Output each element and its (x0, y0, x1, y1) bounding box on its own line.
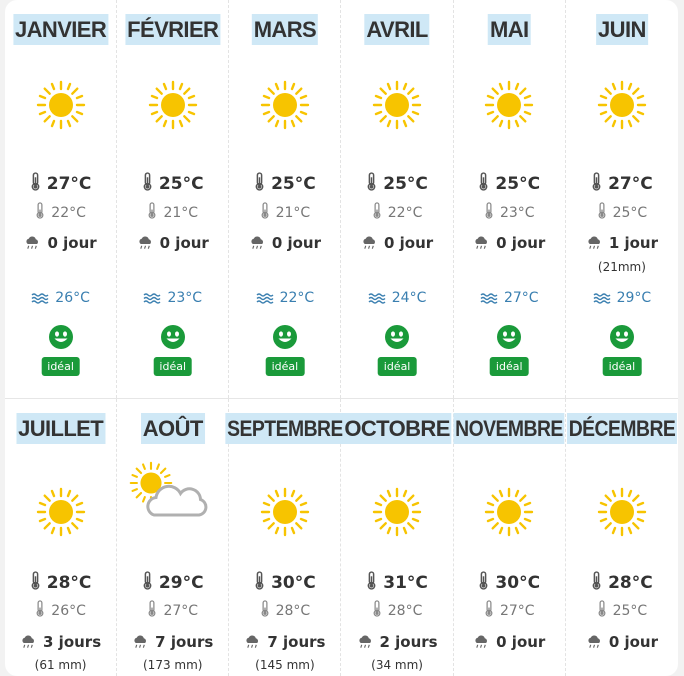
rating-smiley (272, 324, 298, 350)
rain-days (341, 234, 452, 252)
month-label: SEPTEMBRE (225, 413, 344, 444)
rating-smiley (48, 324, 74, 350)
sun-icon (36, 487, 86, 537)
month-cell (454, 399, 566, 676)
smiley-icon (48, 324, 74, 350)
rain-cloud-icon (473, 236, 490, 250)
rating-smiley (496, 324, 522, 350)
weather-icon (260, 80, 310, 130)
max-temperature (341, 571, 452, 593)
sea-temp-value: 22°C (279, 290, 315, 306)
rating-badge: idéal (603, 357, 642, 376)
rating-smiley (160, 324, 186, 350)
thermometer-icon (147, 600, 157, 617)
rain-days-value: 7 jours (155, 633, 214, 651)
min-temp-value: 22°C (51, 205, 86, 221)
rain-days (5, 633, 116, 651)
month-cell (117, 0, 229, 398)
weather-icon (484, 80, 534, 130)
month-cell (454, 0, 566, 398)
month-cell (5, 399, 117, 676)
month-label: AVRIL (364, 14, 429, 45)
max-temperature (117, 571, 228, 593)
min-temp-value: 22°C (387, 205, 423, 221)
rain-cloud-icon (586, 635, 603, 649)
rain-days-value: 0 jour (159, 234, 209, 252)
months-row-1 (5, 0, 678, 399)
rain-amount: (21mm) (597, 260, 646, 274)
thermometer-icon (372, 202, 382, 219)
month-cell (341, 0, 453, 398)
weather-icon (372, 80, 422, 130)
rain-amount: (34 mm) (371, 658, 423, 672)
rating-smiley (384, 324, 410, 350)
rating-badge: idéal (153, 357, 192, 376)
sun-icon (372, 80, 422, 130)
min-temp-value: 28°C (275, 603, 311, 619)
thermometer-icon (35, 600, 45, 617)
max-temperature (454, 571, 565, 593)
rain-days (454, 234, 565, 252)
waves-icon (368, 292, 386, 304)
max-temp-value: 28°C (46, 573, 92, 593)
thermometer-icon (142, 172, 153, 191)
thermometer-icon (591, 172, 602, 191)
month-label: OCTOBRE (342, 413, 451, 444)
waves-icon (143, 292, 161, 304)
rain-cloud-icon (137, 236, 154, 250)
rain-cloud-icon (132, 635, 149, 649)
min-temp-value: 25°C (612, 603, 648, 619)
min-temperature (566, 202, 678, 221)
rain-days (341, 633, 452, 651)
sea-temp-value: 23°C (167, 290, 203, 306)
weather-icon (597, 80, 647, 130)
min-temperature (229, 600, 340, 619)
max-temperature (454, 172, 565, 194)
month-label: FÉVRIER (125, 14, 220, 45)
sun-icon (148, 80, 198, 130)
rating-smiley (609, 324, 635, 350)
max-temperature (5, 172, 116, 194)
min-temperature (341, 600, 452, 619)
max-temperature (229, 571, 340, 593)
max-temp-value: 25°C (383, 174, 428, 194)
waves-icon (256, 292, 274, 304)
max-temp-value: 30°C (495, 573, 541, 593)
rain-cloud-icon (473, 635, 490, 649)
max-temperature (5, 571, 116, 593)
min-temperature (5, 600, 116, 619)
month-cell (229, 0, 341, 398)
smiley-icon (496, 324, 522, 350)
rain-days-value: 7 jours (267, 633, 326, 651)
min-temp-value: 26°C (51, 603, 86, 619)
rain-days-value: 0 jour (271, 234, 321, 252)
min-temperature (117, 600, 228, 619)
sea-temperature (566, 290, 678, 306)
month-label: JANVIER (13, 14, 108, 45)
rain-cloud-icon (249, 236, 266, 250)
min-temperature (229, 202, 340, 221)
max-temp-value: 31°C (383, 573, 428, 593)
month-cell (341, 399, 453, 676)
rain-cloud-icon (361, 236, 378, 250)
thermometer-icon (591, 571, 602, 590)
thermometer-icon (478, 172, 489, 191)
rain-days (229, 633, 340, 651)
weather-icon (36, 80, 86, 130)
min-temperature (5, 202, 116, 221)
weather-icon (597, 487, 647, 537)
sun-icon (484, 80, 534, 130)
sea-temperature (5, 290, 116, 306)
sea-temperature (341, 290, 452, 306)
month-label: NOVEMBRE (454, 413, 565, 444)
month-cell (566, 0, 678, 398)
rain-amount: (173 mm) (143, 658, 203, 672)
min-temp-value: 23°C (499, 205, 535, 221)
rain-cloud-icon (20, 635, 37, 649)
rain-days-value: 1 jour (608, 234, 658, 252)
thermometer-icon (260, 202, 270, 219)
rain-days (566, 234, 678, 252)
min-temp-value: 25°C (612, 205, 648, 221)
max-temp-value: 27°C (608, 174, 653, 194)
weather-icon (129, 461, 209, 521)
min-temperature (454, 600, 565, 619)
rating-badge: idéal (490, 357, 529, 376)
max-temp-value: 29°C (158, 573, 204, 593)
max-temp-value: 25°C (495, 174, 541, 194)
thermometer-icon (142, 571, 153, 590)
max-temperature (117, 172, 228, 194)
thermometer-icon (372, 600, 382, 617)
max-temperature (566, 172, 678, 194)
sea-temp-value: 27°C (503, 290, 539, 306)
month-label: DÉCEMBRE (567, 413, 677, 444)
thermometer-icon (366, 571, 377, 590)
month-cell (229, 399, 341, 676)
rating-badge: idéal (266, 357, 305, 376)
min-temp-value: 28°C (387, 603, 423, 619)
min-temperature (454, 202, 565, 221)
sea-temp-value: 26°C (55, 290, 90, 306)
rain-days-value: 0 jour (47, 234, 97, 252)
rain-days-value: 0 jour (608, 633, 658, 651)
max-temp-value: 27°C (46, 174, 92, 194)
max-temperature (229, 172, 340, 194)
months-row-2 (5, 399, 678, 676)
sea-temperature (454, 290, 565, 306)
thermometer-icon (30, 172, 41, 191)
smiley-icon (272, 324, 298, 350)
thermometer-icon (35, 202, 45, 219)
max-temperature (566, 571, 678, 593)
rain-days-value: 2 jours (379, 633, 438, 651)
waves-icon (31, 292, 49, 304)
rain-days (566, 633, 678, 651)
month-cell (566, 399, 678, 676)
climate-card (5, 0, 678, 676)
weather-icon (372, 487, 422, 537)
month-label: MARS (252, 14, 318, 45)
sun-icon (597, 80, 647, 130)
waves-icon (480, 292, 498, 304)
rating-badge: idéal (41, 357, 80, 376)
month-label: AOÛT (141, 413, 205, 444)
max-temp-value: 30°C (271, 573, 316, 593)
month-cell (5, 0, 117, 398)
sea-temperature (229, 290, 340, 306)
thermometer-icon (147, 202, 157, 219)
weather-icon (484, 487, 534, 537)
rain-days-value: 0 jour (496, 234, 546, 252)
max-temp-value: 25°C (158, 174, 204, 194)
rain-days (5, 234, 116, 252)
waves-icon (593, 292, 611, 304)
min-temp-value: 21°C (275, 205, 311, 221)
rain-cloud-icon (586, 236, 603, 250)
rain-days (229, 234, 340, 252)
sea-temp-value: 29°C (616, 290, 652, 306)
rating-badge: idéal (378, 357, 417, 376)
smiley-icon (609, 324, 635, 350)
weather-icon (148, 80, 198, 130)
weather-icon (260, 487, 310, 537)
rain-days (117, 234, 228, 252)
rain-cloud-icon (24, 236, 41, 250)
max-temp-value: 25°C (271, 174, 316, 194)
max-temp-value: 28°C (608, 573, 653, 593)
thermometer-icon (254, 172, 265, 191)
min-temp-value: 27°C (163, 603, 199, 619)
month-label: MAI (488, 14, 531, 45)
rain-days-value: 3 jours (43, 633, 102, 651)
month-label: JUIN (596, 14, 648, 45)
thermometer-icon (597, 202, 607, 219)
sun-icon (260, 487, 310, 537)
thermometer-icon (366, 172, 377, 191)
rain-days-value: 0 jour (383, 234, 434, 252)
thermometer-icon (478, 571, 489, 590)
rain-cloud-icon (357, 635, 374, 649)
thermometer-icon (254, 571, 265, 590)
month-label: JUILLET (16, 413, 105, 444)
min-temp-value: 27°C (499, 603, 535, 619)
sea-temp-value: 24°C (391, 290, 427, 306)
sun-cloud-icon (129, 461, 209, 521)
min-temperature (566, 600, 678, 619)
sun-icon (372, 487, 422, 537)
thermometer-icon (260, 600, 270, 617)
rain-cloud-icon (244, 635, 261, 649)
min-temperature (117, 202, 228, 221)
thermometer-icon (30, 571, 41, 590)
min-temperature (341, 202, 452, 221)
sun-icon (484, 487, 534, 537)
rain-days-value: 0 jour (496, 633, 546, 651)
smiley-icon (160, 324, 186, 350)
sun-icon (597, 487, 647, 537)
min-temp-value: 21°C (163, 205, 199, 221)
smiley-icon (384, 324, 410, 350)
rain-amount: (61 mm) (34, 658, 87, 672)
max-temperature (341, 172, 452, 194)
rain-amount: (145 mm) (255, 658, 315, 672)
weather-icon (36, 487, 86, 537)
rain-days (117, 633, 228, 651)
thermometer-icon (597, 600, 607, 617)
sea-temperature (117, 290, 228, 306)
sun-icon (36, 80, 86, 130)
rain-days (454, 633, 565, 651)
thermometer-icon (484, 202, 494, 219)
thermometer-icon (484, 600, 494, 617)
month-cell (117, 399, 229, 676)
sun-icon (260, 80, 310, 130)
